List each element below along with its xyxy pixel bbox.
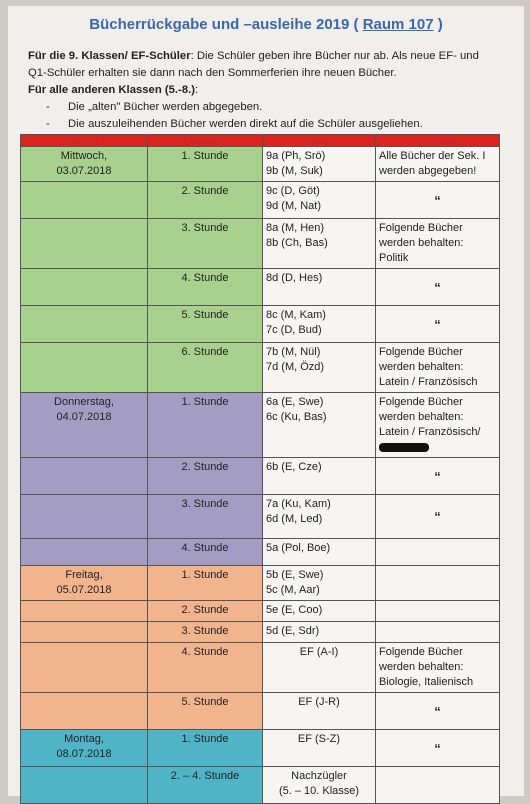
intro-paragraph-1: Für die 9. Klassen/ EF-Schüler: Die Schüler geben ihre Bücher nur ab. Als neue EF- und Q1-Schüler erhalten sie dann nach den Sommerferien ihre neuen Bücher.: [28, 50, 479, 79]
stunde-cell: 5. Stunde: [148, 693, 263, 730]
termin-cell: [21, 539, 148, 566]
klasse-cell: 9c (D, Göt) 9d (M, Nat): [263, 182, 376, 219]
document-page: [8, 6, 524, 796]
termin-cell: [21, 182, 148, 219]
klasse-cell: 6b (E, Cze): [263, 458, 376, 495]
hinweis-cell: “: [376, 458, 500, 495]
table-row: [21, 622, 500, 643]
klasse-cell: Nachzügler (5. – 10. Klasse): [263, 767, 376, 804]
table-row: [21, 343, 500, 393]
klasse-cell: EF (J-R): [263, 693, 376, 730]
table-row: [21, 730, 500, 767]
termin-cell: Mittwoch, 03.07.2018: [21, 147, 148, 182]
table-row: [21, 495, 500, 539]
hinweis-cell: Folgende Bücher werden behalten: Latein / Französisch/: [376, 393, 500, 458]
hinweis-cell: “: [376, 730, 500, 767]
table-row: [21, 147, 500, 182]
klasse-cell: 7b (M, Nül) 7d (M, Özd): [263, 343, 376, 393]
termin-cell: [21, 458, 148, 495]
termin-cell: [21, 622, 148, 643]
stunde-cell: 1. Stunde: [148, 730, 263, 767]
stunde-cell: 1. Stunde: [148, 566, 263, 601]
stunde-cell: 5. Stunde: [148, 306, 263, 343]
table-row: [21, 767, 500, 804]
hinweis-cell: Folgende Bücher werden behalten: Biologie, Italienisch: [376, 643, 500, 693]
hinweis-cell: [376, 601, 500, 622]
stunde-cell: 3. Stunde: [148, 495, 263, 539]
intro-paragraph-2: Für alle anderen Klassen (5.-8.):: [28, 84, 199, 96]
termin-cell: Donnerstag, 04.07.2018: [21, 393, 148, 458]
klasse-cell: 5d (E, Sdr): [263, 622, 376, 643]
termin-cell: Montag, 08.07.2018: [21, 730, 148, 767]
hinweis-cell: [376, 767, 500, 804]
hinweis-cell: Alle Bücher der Sek. I werden abgegeben!: [376, 147, 500, 182]
bullet-item: - Die auszuleihenden Bücher werden direkt auf die Schüler ausgeliehen.: [28, 116, 498, 133]
klasse-cell: 8c (M, Kam) 7c (D, Bud): [263, 306, 376, 343]
table-header-row: [21, 135, 500, 147]
klasse-cell: 8d (D, Hes): [263, 269, 376, 306]
klasse-cell: 5e (E, Coo): [263, 601, 376, 622]
stunde-cell: 1. Stunde: [148, 393, 263, 458]
page-title: Bücherrückgabe und –ausleihe 2019 ( Raum 107 ): [89, 16, 443, 33]
hinweis-cell: “: [376, 269, 500, 306]
termin-cell: [21, 767, 148, 804]
table-row: [21, 306, 500, 343]
table-row: [21, 566, 500, 601]
klasse-cell: 6a (E, Swe) 6c (Ku, Bas): [263, 393, 376, 458]
klasse-cell: EF (A-I): [263, 643, 376, 693]
table-row: [21, 539, 500, 566]
stunde-cell: 2. Stunde: [148, 182, 263, 219]
klasse-cell: EF (S-Z): [263, 730, 376, 767]
stunde-cell: 3. Stunde: [148, 219, 263, 269]
klasse-cell: 9a (Ph, Srö) 9b (M, Suk): [263, 147, 376, 182]
header-hinweise: Hinweise: [376, 135, 500, 147]
table-row: [21, 643, 500, 693]
bullet-item: - Die „alten" Bücher werden abgegeben.: [28, 99, 498, 116]
hinweis-cell: “: [376, 495, 500, 539]
klasse-cell: 5b (E, Swe) 5c (M, Aar): [263, 566, 376, 601]
termin-cell: [21, 219, 148, 269]
termin-cell: [21, 306, 148, 343]
termin-cell: [21, 343, 148, 393]
termin-cell: Freitag, 05.07.2018: [21, 566, 148, 601]
stunde-cell: 4. Stunde: [148, 643, 263, 693]
hinweis-cell: Folgende Bücher werden behalten: Politik: [376, 219, 500, 269]
klasse-cell: 8a (M, Hen) 8b (Ch, Bas): [263, 219, 376, 269]
redaction-mark: [379, 443, 429, 452]
hinweis-cell: [376, 566, 500, 601]
klasse-cell: 7a (Ku, Kam) 6d (M, Led): [263, 495, 376, 539]
termin-cell: [21, 269, 148, 306]
header-klasse: Klasse: [263, 135, 376, 147]
termin-cell: [21, 693, 148, 730]
stunde-cell: 2. Stunde: [148, 458, 263, 495]
hinweis-cell: Folgende Bücher werden behalten: Latein / Französisch: [376, 343, 500, 393]
termin-cell: [21, 495, 148, 539]
schedule-table: [20, 134, 500, 804]
intro-text: [28, 48, 498, 133]
table-row: [21, 182, 500, 219]
stunde-cell: 3. Stunde: [148, 622, 263, 643]
stunde-cell: 2. – 4. Stunde: [148, 767, 263, 804]
hinweis-cell: [376, 539, 500, 566]
header-stunde: Stunde: [148, 135, 263, 147]
termin-cell: [21, 643, 148, 693]
stunde-cell: 4. Stunde: [148, 539, 263, 566]
header-termin: Termin: [21, 135, 148, 147]
table-row: [21, 269, 500, 306]
stunde-cell: 2. Stunde: [148, 601, 263, 622]
hinweis-cell: [376, 622, 500, 643]
table-row: [21, 693, 500, 730]
table-row: [21, 601, 500, 622]
hinweis-cell: “: [376, 306, 500, 343]
hinweis-cell: “: [376, 182, 500, 219]
table-row: [21, 219, 500, 269]
table-row: [21, 393, 500, 458]
stunde-cell: 4. Stunde: [148, 269, 263, 306]
hinweis-cell: “: [376, 693, 500, 730]
termin-cell: [21, 601, 148, 622]
stunde-cell: 1. Stunde: [148, 147, 263, 182]
klasse-cell: 5a (Pol, Boe): [263, 539, 376, 566]
table-row: [21, 458, 500, 495]
stunde-cell: 6. Stunde: [148, 343, 263, 393]
